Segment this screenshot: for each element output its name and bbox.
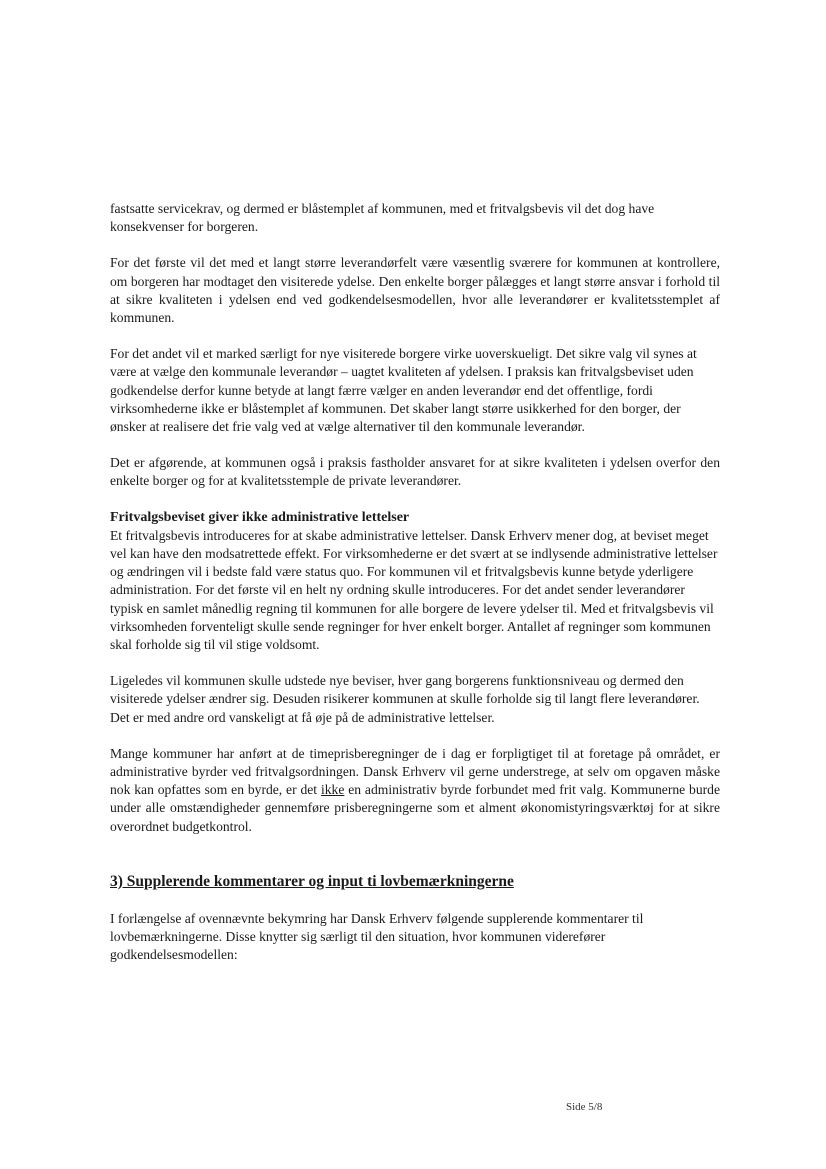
paragraph-4: Det er afgørende, at kommunen også i praksis fastholder ansvaret for at sikre kvaliteten i ydelsen overfor den enkelte borger og for at kvalitetsstemple de private leverandører. [110,455,720,489]
paragraph-7-end: en administrativ byrde forbundet med frit valg. Kommunerne burde under alle omstændigheder gennemføre prisberegningerne som et alment økonomistyringsværktøj for at sikre overordnet budgetkontrol. [110,782,720,834]
paragraph-7-start: Mange kommuner har anført at de timeprisberegninger de i dag er forpligtiget til at foretage på området, er administrative byrder ved fritvalgsordningen. Dansk Erhverv vil gerne understrege, at selv om opgaven måske nok kan opfattes som en byrde, er det [110,745,720,798]
paragraph-1: fastsatte servicekrav, og dermed er blåstemplet af kommunen, med et fritvalgsbevis vil det dog have konsekvenser for borgeren. [110,201,655,235]
paragraph-3: For det andet vil et marked særligt for nye visiterede borgere virke uoverskueligt. Det sikre valg vil synes at være at vælge den kommunale leverandør – uagtet kvaliteten af ydelsen. I praksis kan fritvalgsbeviset uden godkendelse derfor kunne betyde at langt færre vælger en anden leverandør end det offentlige, fordi virksomhederne ikke er blåstemplet af kommunen. Det skaber langt større usikkerhed for den borger, der ønsker at realisere det frie valg ved at vælge alternativer til den kommunale leverandør. [110,346,697,435]
paragraph-5: Et fritvalgsbevis introduceres for at skabe administrative lettelser. Dansk Erhverv mener dog, at beviset meget vel kan have den modsatrettede effekt. For virksomhederne er det svært at se indlysende administrative lettelser og ændringen vil i bedste fald være status quo. For kommunen vil et fritvalgsbevis kunne betyde yderligere administration. For det første vil en helt ny ordning skulle introduceres. For det andet sender leverandører typisk en samlet månedlig regning til kommunen for alle borgere de levere ydelser til. Med et fritvalgsbevis vil virksomheden forventeligt skulle sende regninger for hver enkelt borger. Antallet af regninger som kommunen skal forholde sig til vil stige voldsomt. [110,527,718,653]
document-body [110,200,720,983]
paragraph-6: Ligeledes vil kommunen skulle udstede nye beviser, hver gang borgerens funktionsniveau og dermed den visiterede ydelser ændrer sig. Desuden risikerer kommunen at skulle forholde sig til langt flere leverandører. Det er med andre ord vanskeligt at få øje på de administrative lettelser. [110,673,700,725]
section-heading-3: 3) Supplerende kommentarer og input ti lovbemærkningerne [110,872,514,890]
page-number: Side 5/8 [566,1101,603,1113]
paragraph-7 [110,745,720,836]
subheading-fritvalgsbevis: Fritvalgsbeviset giver ikke administrative lettelser [110,509,410,525]
emphasis-ikke: ikke [320,782,345,798]
paragraph-8: I forlængelse af ovennævnte bekymring har Dansk Erhverv følgende supplerende kommentarer til lovbemærkningerne. Disse knytter sig særligt til den situation, hvor kommunen viderefører godkendelsesmodellen: [110,910,644,963]
paragraph-2: For det første vil det med et langt større leverandørfelt være væsentlig sværere for kommunen at kontrollere, om borgeren har modtaget den visiterede ydelse. Den enkelte borger pålægges et langt større ansvar i forhold til at sikre kvaliteten i ydelsen end ved godkendelsesmodellen, hvor alle leverandører er kvalitetsstemplet af kommunen. [110,255,720,326]
